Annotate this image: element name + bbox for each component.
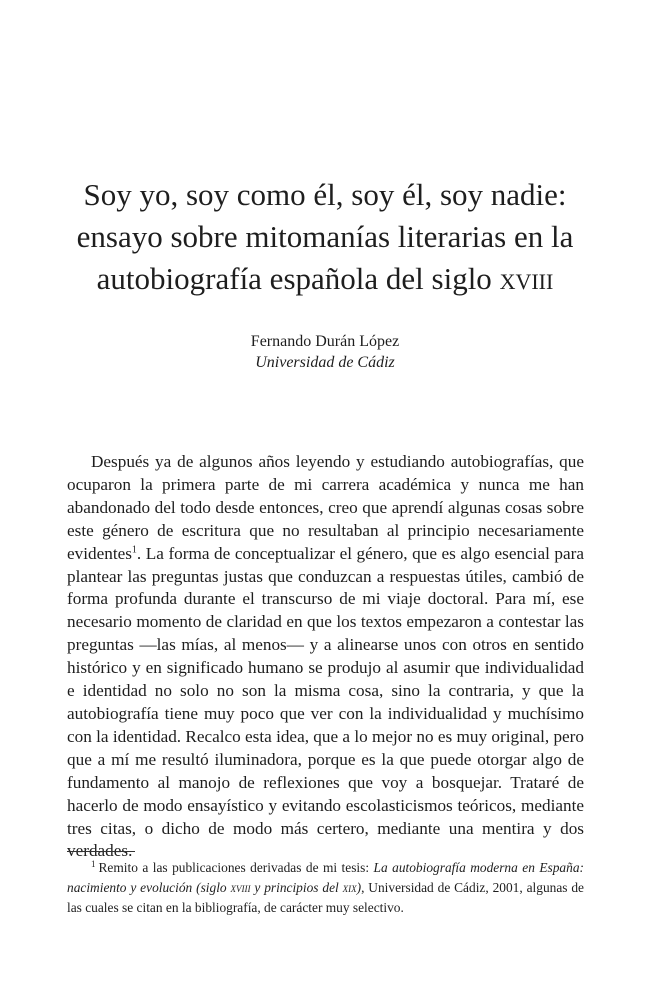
- footnote-text-b: , Universidad de Cádiz, 2001, algunas de las cuales se citan en la bibliografía, de carácter muy selectivo.: [67, 880, 585, 915]
- footnote-number: 1: [91, 858, 96, 869]
- footnote-italic-c: ): [356, 880, 362, 895]
- footnote: [67, 858, 584, 918]
- body-paragraph: [67, 451, 584, 863]
- footnote-italic-b: y principios del: [250, 880, 343, 895]
- chapter-title: [40, 174, 610, 300]
- footnote-italic-a: La autobiografía moderna en España: nacimiento y evolución (siglo: [67, 860, 584, 895]
- footnote-century-b: xix: [342, 880, 357, 895]
- footnote-text-a: Remito a las publicaciones derivadas de mi tesis:: [98, 860, 374, 875]
- author-affiliation: Universidad de Cádiz: [255, 354, 395, 371]
- body-text-part-1: Después ya de algunos años leyendo y estudiando autobiografías, que ocuparon la primera parte de mi carrera académica y nunca me han abandonado del todo desde entonces, creo que aprendí algunas cosas sobre este género de escritura que no resultaban al principio necesariamente evidentes: [67, 452, 584, 563]
- footnote-reference: 1: [131, 543, 137, 555]
- title-line-3: autobiografía española del siglo: [96, 261, 500, 296]
- author-name: Fernando Durán López: [250, 333, 400, 350]
- footnote-century-a: xviii: [230, 880, 251, 895]
- title-line-1: Soy yo, soy como él, soy él, soy nadie:: [83, 177, 567, 212]
- footnote-separator: [67, 851, 135, 852]
- title-century: xviii: [499, 261, 554, 296]
- body-text-part-2: . La forma de conceptualizar el género, que es algo esencial para plantear las preguntas justas que conduzcan a respuestas útiles, cambió de forma profunda durante el transcurso de mi viaje doctoral. Para mí, ese necesario momento de claridad en que los textos empezaron a contestar las preguntas —las mías, al menos— y a alinearse unos con otros en sentido histórico y en significado humano se produjo al asumir que individualidad e identidad no solo no son la misma cosa, sino la contraria, y que la autobiografía tiene muy poco que ver con la individualidad y muchísimo con la identidad. Recalco esta idea, que a lo mejor no es muy original, pero que a mí me resultó iluminadora, porque es la que puede otorgar algo de fundamento al manojo de reflexiones que voy a bosquejar. Trataré de hacerlo de modo ensayístico y evitando escolasticismos teóricos, mediante tres citas, o dicho de modo más certero, mediante una mentira y dos verdades.: [67, 543, 584, 861]
- title-line-2: ensayo sobre mitomanías literarias en la: [76, 219, 574, 254]
